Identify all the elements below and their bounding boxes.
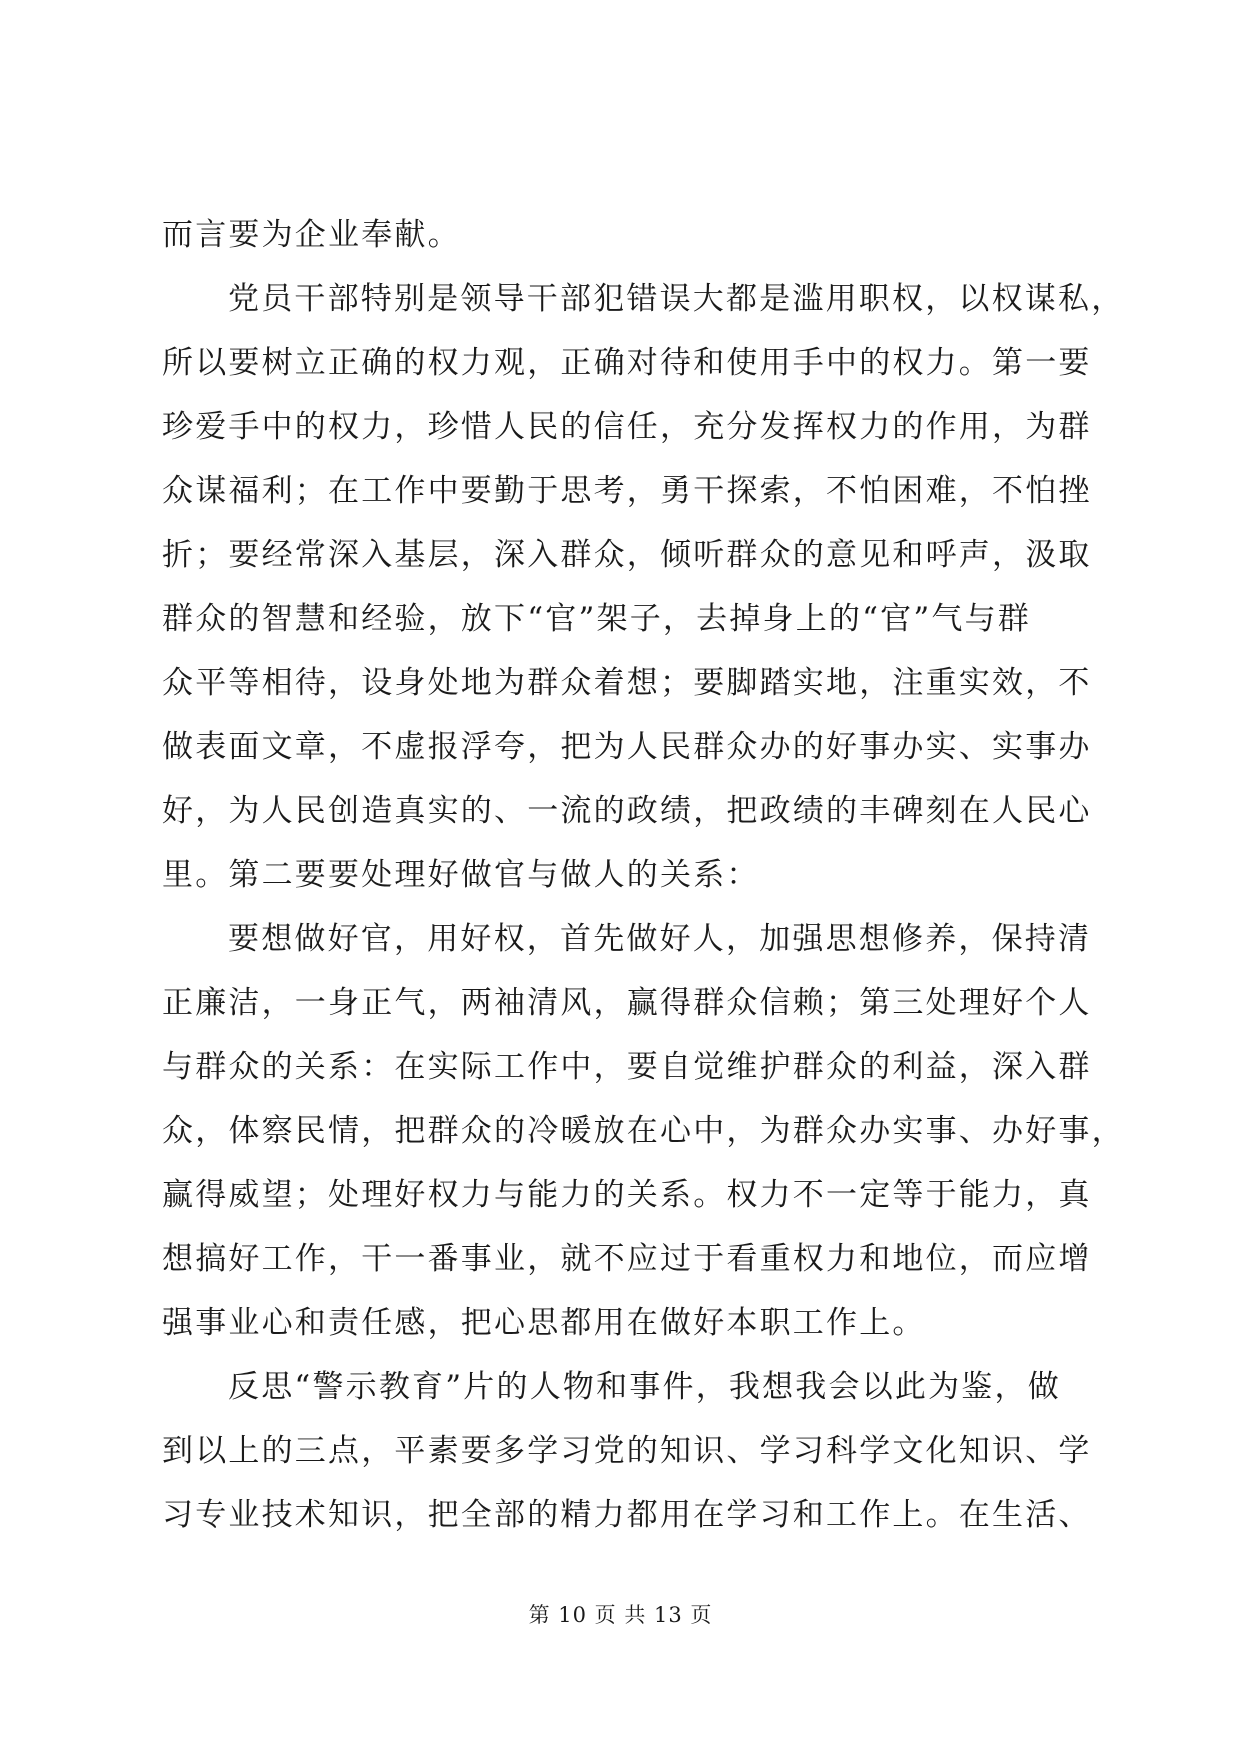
text-line: 而言要为企业奉献。 <box>162 217 461 253</box>
text-line: 强事业心和责任感，把心思都用在做好本职工作上。 <box>162 1305 926 1341</box>
page-number-footer: 第 10 页 共 13 页 <box>528 1603 713 1627</box>
text-line: 折；要经常深入基层，深入群众，倾听群众的意见和呼声，汲取 <box>162 537 1092 573</box>
text-line: 习专业技术知识，把全部的精力都用在学习和工作上。在生活、 <box>162 1497 1092 1533</box>
text-line: 众谋福利；在工作中要勤于思考，勇干探索，不怕困难，不怕挫 <box>162 473 1092 509</box>
text-line: 到以上的三点，平素要多学习党的知识、学习科学文化知识、学 <box>162 1433 1092 1469</box>
text-line: 想搞好工作，干一番事业，就不应过于看重权力和地位，而应增 <box>162 1241 1092 1277</box>
text-line: 赢得威望；处理好权力与能力的关系。权力不一定等于能力，真 <box>162 1177 1092 1213</box>
text-line: 反思“警示教育”片的人物和事件，我想我会以此为鉴，做 <box>228 1369 1061 1405</box>
text-line: 与群众的关系：在实际工作中，要自觉维护群众的利益，深入群 <box>162 1049 1092 1085</box>
text-line: 正廉洁，一身正气，两袖清风，赢得群众信赖；第三处理好个人 <box>162 985 1092 1021</box>
text-line: 好，为人民创造真实的、一流的政绩，把政绩的丰碑刻在人民心 <box>162 793 1092 829</box>
body-text <box>162 203 1125 1547</box>
text-line: 党员干部特别是领导干部犯错误大都是滥用职权，以权谋私， <box>228 281 1125 317</box>
text-line: 众，体察民情，把群众的冷暖放在心中，为群众办实事、办好事， <box>162 1113 1125 1149</box>
text-line: 群众的智慧和经验，放下“官”架子，去掉身上的“官”气与群 <box>162 601 1031 637</box>
text-line: 要想做好官，用好权，首先做好人，加强思想修养，保持清 <box>228 921 1092 957</box>
text-line: 珍爱手中的权力，珍惜人民的信任，充分发挥权力的作用，为群 <box>162 409 1092 445</box>
text-line: 里。第二要要处理好做官与做人的关系： <box>162 857 760 893</box>
text-line: 所以要树立正确的权力观，正确对待和使用手中的权力。第一要 <box>162 345 1092 381</box>
text-line: 众平等相待，设身处地为群众着想；要脚踏实地，注重实效，不 <box>162 665 1092 701</box>
text-line: 做表面文章，不虚报浮夸，把为人民群众办的好事办实、实事办 <box>162 729 1092 765</box>
